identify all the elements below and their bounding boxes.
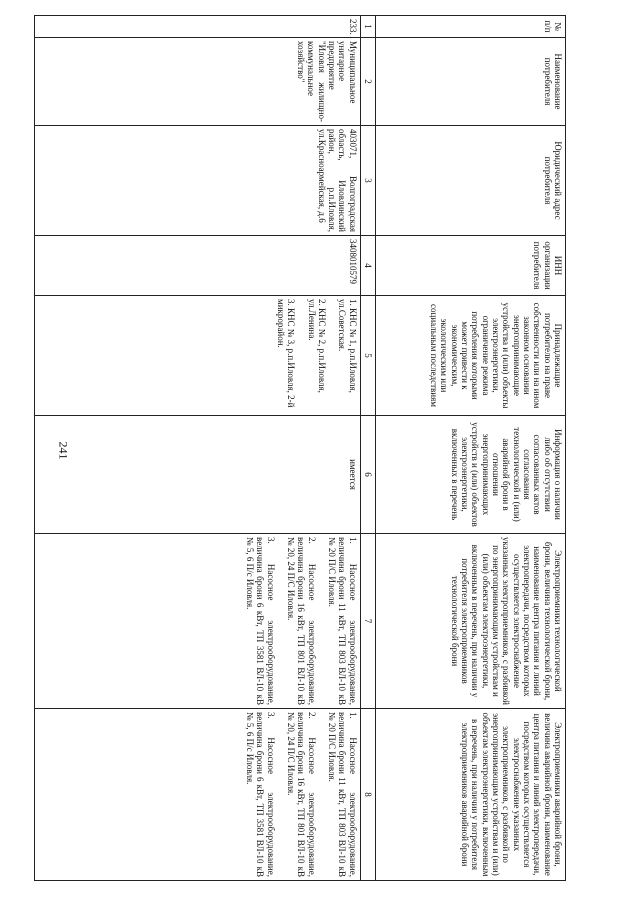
avar-bron-item: 1. Насосное электрооборудование, величина брони 11 кВт, ТП 803 ВЛ-10 кВ № 20 П/С Иловля. xyxy=(326,712,358,877)
tech-bron-item: 3. Насосное электрооборудование, величина брони 6 кВт, ТП 3581 ВЛ-10 кВ № 5, 6 П/с Иловля. xyxy=(244,537,276,705)
avar-bron-cell xyxy=(35,709,361,881)
header-inn: ИНН организации потребителя xyxy=(376,236,566,296)
object-item: 1. КНС № 1, р.п.Иловля, ул.Советская. xyxy=(337,299,358,393)
page-number: 241 xyxy=(56,441,71,460)
consumer-address: 403071, Волгоградская область, Иловлинский район, р.п.Иловля, ул.Красноармейская, д.6 xyxy=(35,126,361,236)
consumer-name: Муниципальное унитарное предприятие "Иловля жилищно-коммунальное хозяйство" xyxy=(35,38,361,126)
object-item: 2. КНС № 2, р.п.Иловля, ул.Ленина. xyxy=(306,299,327,393)
rotated-table-frame xyxy=(34,15,566,880)
avar-bron-item: 2. Насосное электрооборудование, величина брони 16 кВт, ТП 801 ВЛ-10 кВ № 20, 24 П/С Иловля. xyxy=(285,712,317,877)
table-row xyxy=(35,16,361,881)
tech-bron-item: 2. Насосное электрооборудование, величина брони 16 кВт, ТП 801 ВЛ-10 кВ № 20, 24 П/С Иловля. xyxy=(285,537,317,705)
consumer-inn: 3408010579 xyxy=(35,236,361,296)
objects-cell xyxy=(35,296,361,416)
tech-bron-item: 1. Насосное электрооборудование, величина брони 11 кВт, ТП 803 ВЛ-10 кВ № 20 П/С Иловля. xyxy=(326,537,358,705)
col-number: 3 xyxy=(360,126,375,236)
col-number: 7 xyxy=(360,534,375,709)
col-number: 2 xyxy=(360,38,375,126)
header-objects: Принадлежащие потребителю на праве собственности или на ином законном основании энергопринимающие устройства и (или) объекты электроэнергетики, ограничение режима потребления которыми может привести к экономическим, экологическим или социальным последствиям xyxy=(376,296,566,416)
header-row xyxy=(376,16,566,881)
header-tech-bron: Электроприемники технологической брони, величина технологической брони, наименование центра питания и линий электропередачи, посредством которых осуществляется электроснабжение указанных электроприемников, с разбивкой по энергопринимающим устройствам и (или) объектам электроэнергетики, включенным в перечень, при наличии у потребителя электроприемников технологической брони xyxy=(376,534,566,709)
header-avar-bron: Электроприемники аварийной брони, величина аварийной брони, наименование центра питания и линий электропередачи, посредством которых осуществляется электроснабжение указанных электроприемников, с разбивкой по энергопринимающим устройствам и (или) объектам электроэнергетики, включенным в перечень, при наличии у потребителя электроприемников аварийной брони xyxy=(376,709,566,881)
tech-bron-cell xyxy=(35,534,361,709)
consumer-table xyxy=(34,15,566,881)
col-number: 8 xyxy=(360,709,375,881)
header-address: Юридический адрес потребителя xyxy=(376,126,566,236)
table-container xyxy=(34,15,566,880)
object-item: 3. КНС № 3, р.п.Иловля, 2-й микрорайон. xyxy=(275,299,297,408)
column-number-row xyxy=(360,16,375,881)
header-num: № п/п xyxy=(376,16,566,38)
header-acts: Информация о наличии либо об отсутствии согласованных актов согласования технологической и (или) аварийной брони в отношении энергопринимающих устройств и (или) объектов электроэнергетики, включенных в перечень xyxy=(376,416,566,534)
col-number: 5 xyxy=(360,296,375,416)
row-number: 233. xyxy=(35,16,361,38)
header-name: Наименование потребителя xyxy=(376,38,566,126)
col-number: 4 xyxy=(360,236,375,296)
avar-bron-item: 3. Насосное электрооборудование, величина брони 6 кВт, ТП 3581 ВЛ-10 кВ № 5, 6 П/с Иловля. xyxy=(244,712,276,877)
col-number: 1 xyxy=(360,16,375,38)
acts-status: имеется xyxy=(35,416,361,534)
col-number: 6 xyxy=(360,416,375,534)
